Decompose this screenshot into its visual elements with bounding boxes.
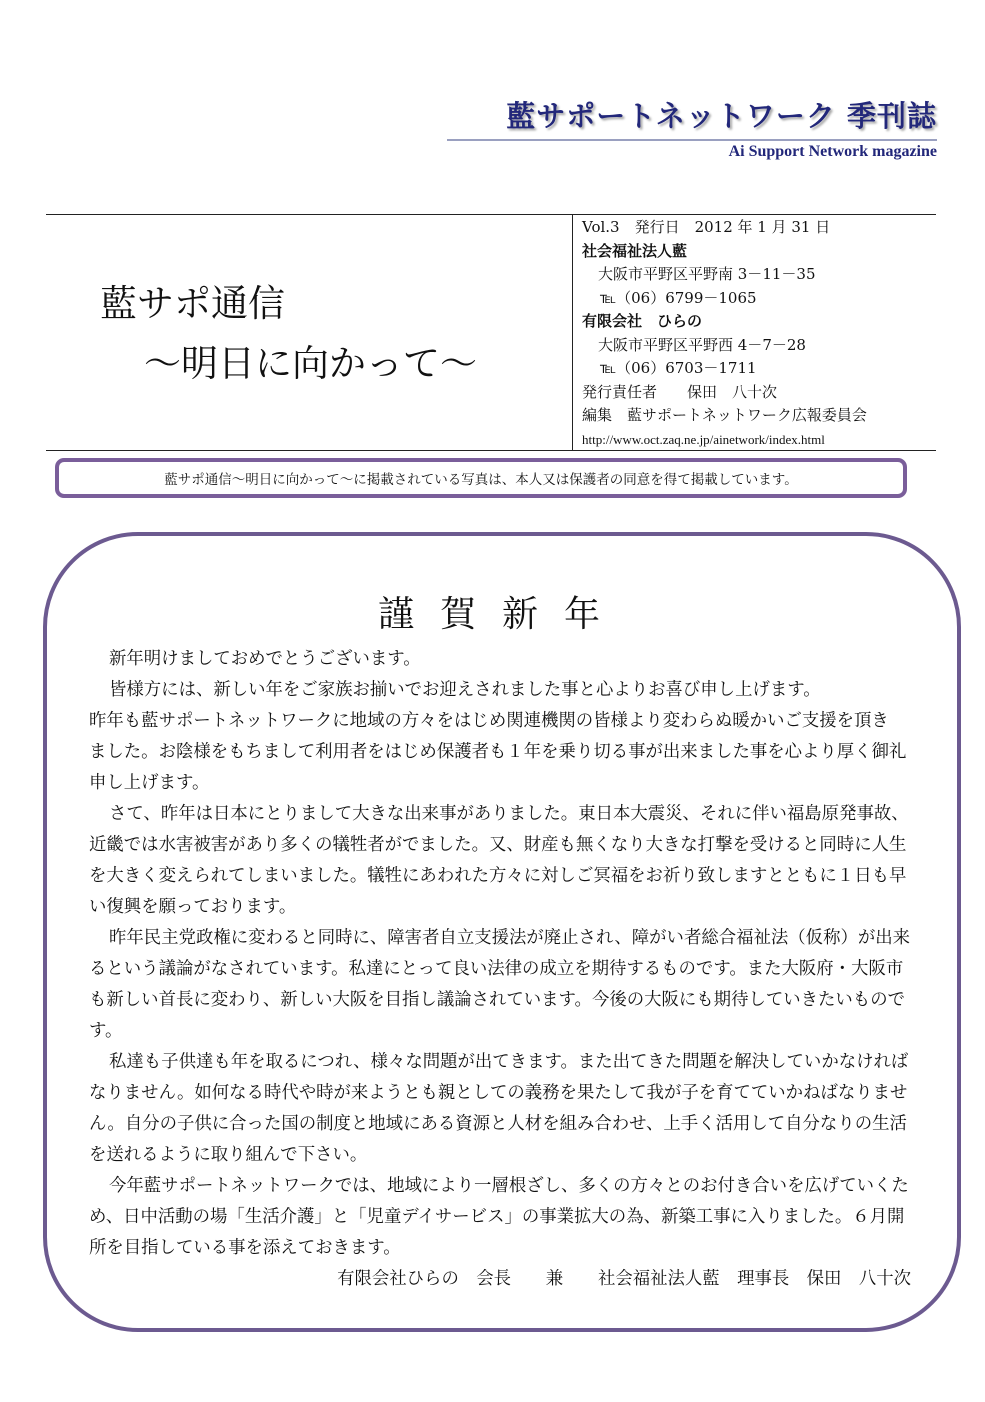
org2-tel: ℡（06）6703－1711 (600, 359, 757, 377)
masthead (447, 94, 937, 161)
magazine-title: 藍サポートネットワーク 季刊誌 (506, 99, 937, 133)
greeting-line: を送れるように取り組んで下さい。 (89, 1145, 368, 1165)
greeting-signature: 有限会社ひらの 会長 兼 社会福祉法人藍 理事長 保田 八十次 (337, 1269, 911, 1289)
volume-date: Vol.3 発行日 2012 年 1 月 31 日 (582, 218, 831, 236)
greeting-title: 謹賀新年 (377, 594, 626, 635)
header-column-divider (572, 214, 573, 451)
greeting-line: 昨年民主党政権に変わると同時に、障害者自立支援法が廃止され、障がい者総合福祉法（仮称）が出来 (109, 928, 911, 948)
org1-tel: ℡（06）6799－1065 (600, 288, 757, 307)
org1-address: 大阪市平野区平野南 3－11－35 (598, 265, 816, 283)
photo-consent-notice (55, 458, 907, 498)
greeting-line: 皆様方には、新しい年をご家族お揃いでお迎えされました事と心よりお喜び申し上げます。 (109, 680, 821, 700)
publisher: 発行責任者 保田 八十次 (582, 382, 778, 401)
new-year-greeting-box (43, 532, 961, 1332)
greeting-line: 新年明けましておめでとうございます。 (109, 649, 421, 669)
greeting-line: 私達も子供達も年を取るにつれ、様々な問題が出てきます。また出てきた問題を解決していかなければ (109, 1052, 909, 1072)
org2-name: 有限会社 ひらの (582, 312, 703, 330)
publication-info (582, 216, 932, 451)
editor: 編集 藍サポートネットワーク広報委員会 (582, 406, 867, 424)
greeting-line: るという議論がなされています。私達にとって良い法律の成立を期待するものです。また大阪府・大阪市 (89, 959, 904, 979)
greeting-line: も新しい首長に変わり、新しい大阪を目指し議論されています。今後の大阪にも期待していきたいもので (89, 990, 905, 1010)
greeting-line: 今年藍サポートネットワークでは、地域により一層根ざし、多くの方々とのお付き合いを広げていくた (109, 1176, 909, 1196)
magazine-subtitle: Ai Support Network magazine (728, 143, 937, 160)
website-url: http://www.oct.zaq.ne.jp/ainetwork/index.html (582, 431, 825, 447)
masthead-divider (447, 139, 937, 141)
greeting-line: なりません。如何なる時代や時が来ようとも親としての義務を果たして我が子を育てていかねばなりませ (89, 1083, 908, 1103)
greeting-line: を大きく変えられてしまいました。犠牲にあわれた方々に対しご冥福をお祈り致しますとともに１日も早 (89, 866, 907, 886)
greeting-line: ました。お陰様をもちまして利用者をはじめ保護者も１年を乗り切る事が出来ました事を心より厚く御礼 (89, 742, 907, 762)
greeting-line: ん。自分の子供に合った国の制度と地域にある資源と人材を組み合わせ、上手く活用して自分なりの生活 (89, 1114, 907, 1134)
greeting-line: 申し上げます。 (89, 773, 210, 793)
header-top-rule (46, 214, 936, 215)
greeting-line: め、日中活動の場「生活介護」と「児童デイサービス」の事業拡大の為、新築工事に入りました。６月開 (89, 1207, 905, 1227)
greeting-line: す。 (89, 1021, 123, 1041)
newsletter-subtitle: ～明日に向かって～ (144, 342, 477, 385)
newsletter-title: 藍サポ通信 (100, 282, 285, 325)
greeting-line: 近畿では水害被害があり多くの犠牲者がでました。又、財産も無くなり大きな打撃を受けると同時に人生 (89, 835, 907, 855)
notice-text: 藍サポ通信～明日に向かって～に掲載されている写真は、本人又は保護者の同意を得て掲載しています。 (164, 472, 798, 488)
greeting-line: 昨年も藍サポートネットワークに地域の方々をはじめ関連機関の皆様より変わらぬ暖かいご支援を頂き (89, 711, 889, 731)
greeting-line: 所を目指している事を添えておきます。 (89, 1238, 401, 1258)
greeting-line: い復興を願っております。 (89, 897, 297, 917)
org1-name: 社会福祉法人藍 (582, 241, 688, 260)
newsletter-title-block (100, 274, 477, 394)
greeting-body (89, 644, 919, 1295)
greeting-line: さて、昨年は日本にとりまして大きな出来事がありました。東日本大震災、それに伴い福島原発事故、 (109, 804, 909, 824)
org2-address: 大阪市平野区平野西 4－7－28 (598, 335, 806, 354)
